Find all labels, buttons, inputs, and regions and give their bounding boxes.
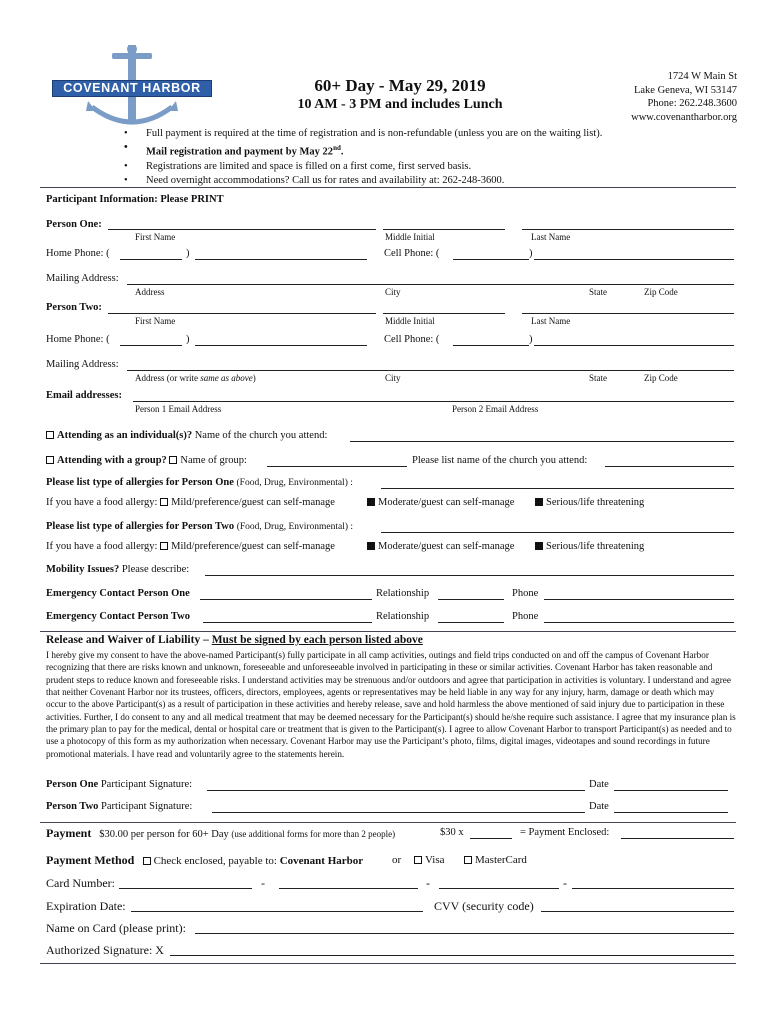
serious-one-checkbox[interactable] <box>535 498 543 506</box>
cvv-field[interactable] <box>541 911 734 912</box>
moderate-two-checkbox[interactable] <box>367 542 375 550</box>
card-number-label: Card Number: <box>46 876 115 890</box>
divider-bottom <box>40 963 736 964</box>
emergency-one-relationship: Relationship <box>376 588 430 599</box>
sig-two-bold: Person Two <box>46 801 99 812</box>
bullet-limited: • Registrations are limited and space is filled on a first come, first served basis. <box>124 160 602 174</box>
card-dash-1: - <box>261 876 265 890</box>
mild-one-label: Mild/preference/guest can self-manage <box>171 497 335 508</box>
expiration-label: Expiration Date: <box>46 899 126 913</box>
emergency-two-label: Emergency Contact Person Two <box>46 611 190 622</box>
signature-one-row <box>46 779 192 792</box>
allergy-one-row <box>46 477 353 490</box>
mild-one-checkbox[interactable] <box>160 498 168 506</box>
mastercard-checkbox[interactable] <box>464 856 472 864</box>
emergency-one-label: Emergency Contact Person One <box>46 588 190 599</box>
mastercard-option <box>464 854 527 866</box>
allergy-two-label: Please list type of allergies for Person Two <box>46 521 235 532</box>
individual-church-label: Name of the church you attend: <box>194 430 328 441</box>
event-subtitle: 10 AM - 3 PM and includes Lunch <box>297 97 503 112</box>
group-name-label: Name of group: <box>180 455 247 466</box>
last-name-field[interactable] <box>522 229 734 230</box>
bullet-mail-end: . <box>340 146 344 158</box>
emergency-one-phone: Phone <box>512 588 539 599</box>
cell-phone-label: Cell Phone: ( <box>384 248 440 259</box>
group-church-label: Please list name of the church you attend: <box>412 455 588 466</box>
home-phone-area-field[interactable] <box>120 259 182 260</box>
allergy-one-label: Please list type of allergies for Person One <box>46 477 234 488</box>
email2-caption: Person 2 Email Address <box>452 404 539 414</box>
p2-zip-caption: Zip Code <box>644 373 678 383</box>
mailing-address-label: Mailing Address: <box>46 273 119 284</box>
sig-one-date-field[interactable] <box>614 790 728 791</box>
expiration-field[interactable] <box>131 911 423 912</box>
p2-last-name-caption: Last Name <box>531 316 571 326</box>
individual-checkbox[interactable] <box>46 431 54 439</box>
p2-last-name-field[interactable] <box>522 313 734 314</box>
p2-home-phone-close: ) <box>186 334 190 345</box>
payment-enclosed-field[interactable] <box>621 838 734 839</box>
city-caption: City <box>385 287 401 297</box>
address-caption: Address <box>135 287 165 297</box>
allergy-two-field[interactable] <box>381 532 734 533</box>
email1-caption: Person 1 Email Address <box>135 404 222 414</box>
same-pre: Address (or write <box>135 373 201 383</box>
visa-checkbox[interactable] <box>414 856 422 864</box>
payment-note: (use additional forms for more than 2 people) <box>231 829 396 839</box>
state-caption: State <box>589 287 607 297</box>
p2-cell-phone-number-field[interactable] <box>534 345 734 346</box>
authorized-signature-label: Authorized Signature: X <box>46 943 164 957</box>
p2-cell-phone-close: ) <box>529 334 533 345</box>
group-name-checkbox[interactable] <box>169 456 177 464</box>
logo-text: COVENANT HARBOR <box>63 81 201 95</box>
signature-two-row <box>46 801 192 814</box>
food-allergy-two-row <box>46 541 335 554</box>
emergency-two-phone-field[interactable] <box>544 622 734 623</box>
p2-state-caption: State <box>589 373 607 383</box>
payment-enclosed-label: = Payment Enclosed: <box>520 827 610 838</box>
same-post: ) <box>252 373 256 383</box>
food-allergy-one-row <box>46 497 335 510</box>
middle-initial-field[interactable] <box>383 229 505 230</box>
authorized-signature-field[interactable] <box>170 955 734 956</box>
divider-top <box>40 187 736 188</box>
payment-method-label: Payment Method <box>46 853 135 867</box>
mobility-field[interactable] <box>205 575 734 576</box>
waiver-title <box>46 634 423 646</box>
divider-waiver <box>40 631 736 632</box>
moderate-one-label: Moderate/guest can self-manage <box>378 497 515 508</box>
signature-one-field[interactable] <box>207 790 585 791</box>
city-state: Lake Geneva, WI 53147 <box>633 84 737 96</box>
check-payee: Covenant Harbor <box>279 855 364 867</box>
emergency-two-relationship: Relationship <box>376 611 430 622</box>
serious-two-row <box>535 541 644 554</box>
allergy-one-types: (Food, Drug, Environmental) : <box>236 478 353 488</box>
waiver-text: I hereby give my consent to have the above-named Participant(s) fully participate in all camp activities, outings and field trips conducted on and off the campus of Covenant Harbor recognizing that there are risks known and unknown, foreseeable and unforeseeable involved in participating in these or similar activities. Covenant Harbor has taken reasonable and prudent steps to reduce known and foreseeable risks. I understand activities may be strenuous and/or outdoors and agree that participation in activities is voluntary. I understand and agree that neither Covenant Harbor nor its trustees, officers, directors, employees, agents or representatives may be held liable in any way for any injury, harm, damage or death which may occur to the above Participant(s) as a result of participation in these activities and hereby release, save and hold harmless the above mentioned of said injury due to participation in these activities. Further, I do consent to any and all medical treatment that may be deemed necessary for the Participant(s) should he/she require such assistance. I agree that my insurance plan is the primary plan to pay for the medical, dental or hospital care or treatment that is given to the Participant(s). I agree to allow Covenant Harbor to transport Participant(s) as needed and to use a photocopy of this form as my authorization when necessary. Covenant Harbor may use the Participant’s photo, films, digital images, videotapes and sound recordings in future promotional materials. I have read and voluntarily agree to the statements herein. <box>46 650 736 759</box>
mild-two-label: Mild/preference/guest can self-manage <box>171 541 335 552</box>
mobility-describe: Please describe: <box>121 564 190 575</box>
or-label: or <box>392 854 402 866</box>
payment-method-row <box>46 853 363 868</box>
person-one-label: Person One: <box>46 219 102 230</box>
p2-home-phone-number-field[interactable] <box>195 345 367 346</box>
mastercard-label: MasterCard <box>475 854 527 866</box>
sig-two-date-label: Date <box>589 801 609 812</box>
p2-first-name-caption: First Name <box>135 316 176 326</box>
payment-qty-field[interactable] <box>470 838 512 839</box>
phone: Phone: 262.248.3600 <box>647 98 737 109</box>
email-field[interactable] <box>133 401 734 402</box>
food-q-one: If you have a food allergy: <box>46 497 158 508</box>
emergency-one-relationship-field[interactable] <box>438 599 504 600</box>
p2-address-caption <box>135 373 256 383</box>
divider-payment <box>40 822 736 823</box>
payment-label: Payment <box>46 826 92 840</box>
emergency-two-name-field[interactable] <box>203 622 372 623</box>
individual-label: Attending as an individual(s)? <box>57 430 193 441</box>
bullet-mail-text: Mail registration and payment by May 22 <box>146 146 334 158</box>
mobility-row <box>46 564 189 577</box>
person-two-label: Person Two: <box>46 302 102 313</box>
last-name-caption: Last Name <box>531 232 571 242</box>
allergy-two-types: (Food, Drug, Environmental) : <box>236 522 354 532</box>
cell-phone-close: ) <box>529 248 533 259</box>
same-em: same as above <box>200 373 253 383</box>
home-phone-number-field[interactable] <box>195 259 367 260</box>
event-title: 60+ Day - May 29, 2019 <box>314 76 486 95</box>
cvv-label: CVV (security code) <box>434 899 534 913</box>
sig-two-label: Participant Signature: <box>101 801 193 812</box>
bullet-mail-sup: nd <box>333 144 341 152</box>
group-checkbox[interactable] <box>46 456 54 464</box>
moderate-two-label: Moderate/guest can self-manage <box>378 541 515 552</box>
card-number-field-1[interactable] <box>119 888 252 889</box>
name-on-card-label: Name on Card (please print): <box>46 921 186 935</box>
sig-two-date-field[interactable] <box>614 812 728 813</box>
p2-middle-initial-field[interactable] <box>383 313 505 314</box>
sig-one-date-label: Date <box>589 779 609 790</box>
serious-two-label: Serious/life threatening <box>546 541 645 552</box>
bullet-overnight: • Need overnight accommodations? Call us for rates and availability at: 262-248-3600. <box>124 174 602 188</box>
group-name-field[interactable] <box>267 466 407 467</box>
email-label: Email addresses: <box>46 390 122 401</box>
p2-middle-initial-caption: Middle Initial <box>385 316 435 326</box>
card-number-field-4[interactable] <box>572 888 734 889</box>
emergency-one-phone-field[interactable] <box>544 599 734 600</box>
waiver-title-underlined: Must be signed by each person listed above <box>211 634 423 646</box>
moderate-one-row <box>367 497 514 510</box>
moderate-one-checkbox[interactable] <box>367 498 375 506</box>
allergy-two-row <box>46 521 353 534</box>
p2-cell-phone-label: Cell Phone: ( <box>384 334 440 345</box>
street: 1724 W Main St <box>667 71 737 82</box>
individual-church-field[interactable] <box>350 441 734 442</box>
emergency-two-relationship-field[interactable] <box>438 622 504 623</box>
participant-heading: Participant Information: Please PRINT <box>46 194 224 205</box>
check-label: Check enclosed, payable to: <box>153 855 277 867</box>
p2-cell-phone-area-field[interactable] <box>453 345 529 346</box>
payment-times: $30 x <box>440 827 464 838</box>
bullet-payment: • Full payment is required at the time of registration and is non-refundable (unless you are on the waiting list). <box>124 127 602 141</box>
info-bullets <box>124 127 602 188</box>
visa-label: Visa <box>425 854 445 866</box>
group-church-field[interactable] <box>605 466 734 467</box>
allergy-one-field[interactable] <box>381 488 734 489</box>
name-on-card-field[interactable] <box>195 933 734 934</box>
payment-row <box>46 826 395 841</box>
check-checkbox[interactable] <box>143 857 151 865</box>
serious-one-label: Serious/life threatening <box>546 497 645 508</box>
first-name-caption: First Name <box>135 232 176 242</box>
middle-initial-caption: Middle Initial <box>385 232 435 242</box>
food-q-two: If you have a food allergy: <box>46 541 158 552</box>
cell-phone-area-field[interactable] <box>453 259 529 260</box>
mild-two-checkbox[interactable] <box>160 542 168 550</box>
payment-price: $30.00 per person for 60+ Day <box>99 829 229 840</box>
mailing-address-field[interactable] <box>127 284 734 285</box>
waiver-title-plain: Release and Waiver of Liability – <box>46 634 212 646</box>
attending-individual-row <box>46 430 327 443</box>
group-label: Attending with a group? <box>57 455 167 466</box>
sig-one-label: Participant Signature: <box>100 779 193 790</box>
home-phone-close: ) <box>186 248 190 259</box>
p2-city-caption: City <box>385 373 401 383</box>
card-dash-3: - <box>563 876 567 890</box>
home-phone-label: Home Phone: ( <box>46 248 110 259</box>
card-dash-2: - <box>426 876 430 890</box>
contact-address <box>580 70 737 124</box>
first-name-field[interactable] <box>108 229 376 230</box>
zip-caption: Zip Code <box>644 287 678 297</box>
card-number-field-2[interactable] <box>279 888 418 889</box>
serious-one-row <box>535 497 644 510</box>
signature-two-field[interactable] <box>212 812 585 813</box>
website-link[interactable]: www.covenantharbor.org <box>631 111 737 123</box>
attending-group-row <box>46 455 247 468</box>
p2-home-phone-label: Home Phone: ( <box>46 334 110 345</box>
bullet-mail <box>124 141 602 160</box>
sig-one-bold: Person One <box>46 779 99 790</box>
moderate-two-row <box>367 541 514 554</box>
p2-home-phone-area-field[interactable] <box>120 345 182 346</box>
card-number-field-3[interactable] <box>439 888 559 889</box>
emergency-two-phone: Phone <box>512 611 539 622</box>
p2-mailing-address-label: Mailing Address: <box>46 359 119 370</box>
mobility-label: Mobility Issues? <box>46 564 120 575</box>
p2-first-name-field[interactable] <box>108 313 376 314</box>
visa-option <box>414 854 445 866</box>
serious-two-checkbox[interactable] <box>535 542 543 550</box>
p2-mailing-address-field[interactable] <box>127 370 734 371</box>
emergency-one-name-field[interactable] <box>200 599 372 600</box>
cell-phone-number-field[interactable] <box>534 259 734 260</box>
